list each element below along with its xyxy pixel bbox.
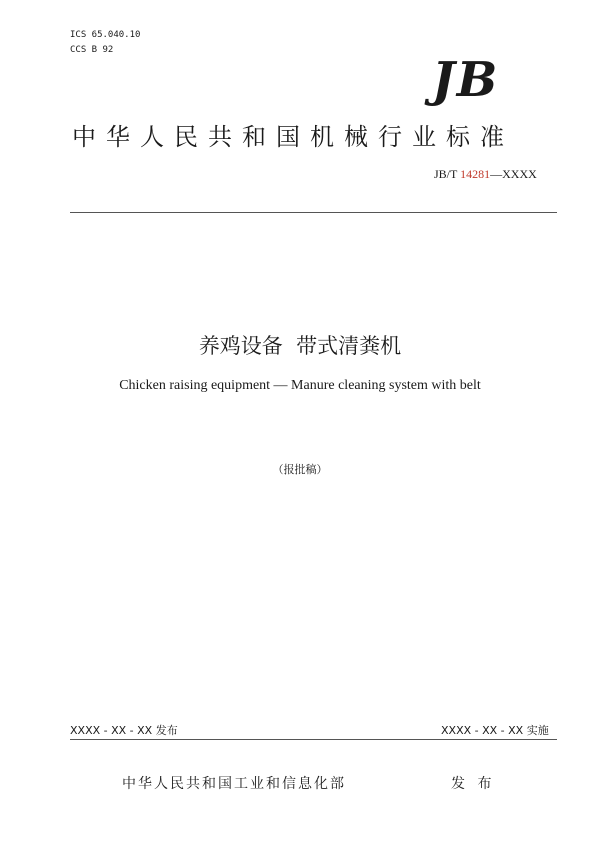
jb-logo: JB [432, 52, 500, 108]
bottom-divider [70, 739, 557, 740]
standard-number-value: 14281 [460, 167, 491, 181]
ccs-code: CCS B 92 [70, 45, 114, 55]
document-title-cn: 养鸡设备 带式清粪机 [198, 334, 402, 358]
issuing-authority: 中华人民共和国工业和信息化部 [122, 776, 346, 792]
standard-category-title: 中华人民共和国机械行业标准 [72, 123, 514, 151]
document-title-en: Chicken raising equipment — Manure cleaning system with belt [119, 378, 481, 393]
issue-label: 发 布 [451, 776, 496, 792]
top-divider [70, 212, 557, 213]
standard-number-prefix: JB/T [434, 167, 461, 181]
draft-status: （报批稿） [272, 464, 328, 476]
ics-code: ICS 65.040.10 [70, 30, 141, 40]
issue-date: XXXX - XX - XX 发布 [70, 724, 178, 737]
standard-number [434, 167, 537, 182]
implementation-date: XXXX - XX - XX 实施 [441, 724, 549, 737]
classification-codes [70, 28, 140, 58]
standard-number-suffix: —XXXX [490, 167, 537, 181]
